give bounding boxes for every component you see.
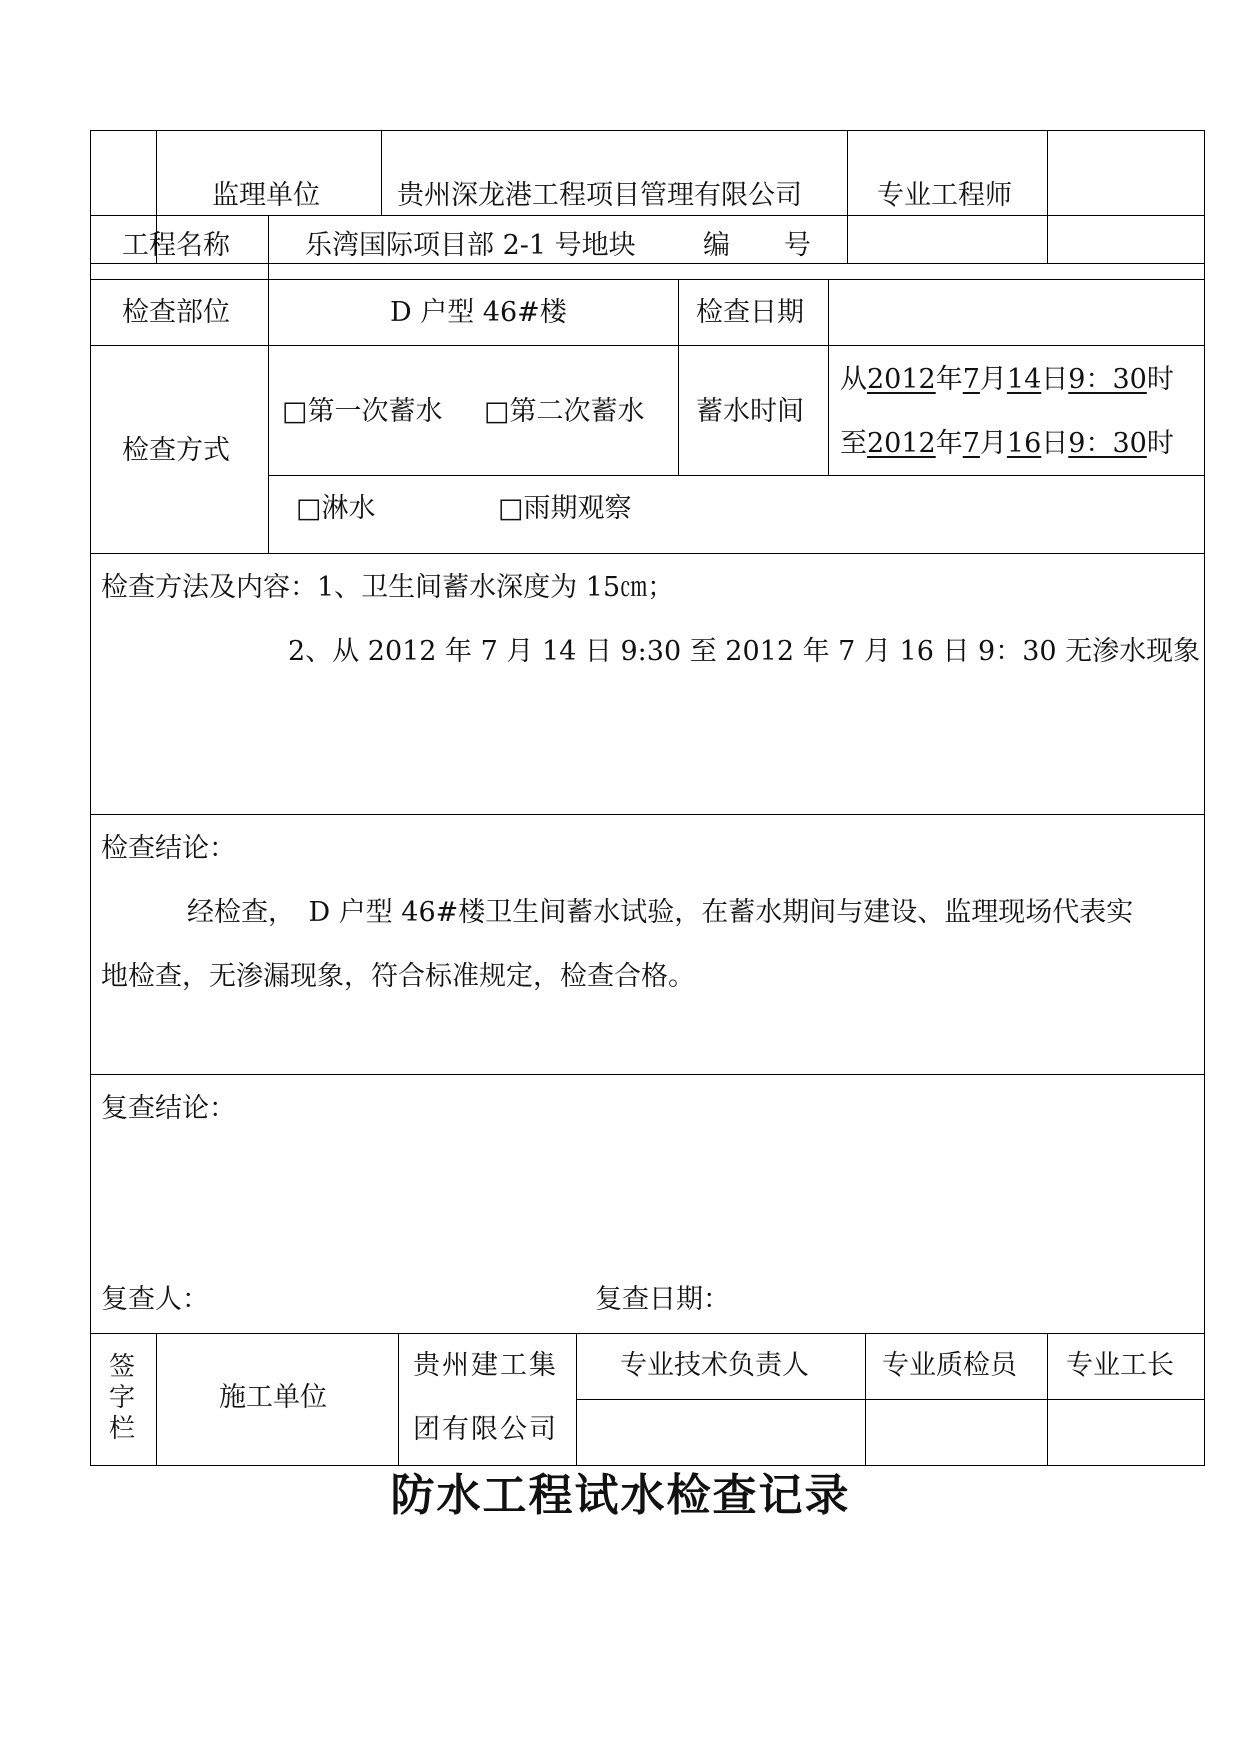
table-line <box>90 553 1205 554</box>
table-line <box>268 215 269 279</box>
table-line <box>90 345 1205 346</box>
table-line <box>90 1074 1205 1075</box>
serial-label: 编 号 <box>703 230 811 261</box>
location-label: 检查部位 <box>122 297 230 328</box>
table-line <box>90 279 1205 280</box>
table-line <box>1047 130 1048 263</box>
location-value: D 户型 46#楼 <box>390 297 567 328</box>
conclusion-line-1: 经检查， D 户型 46#楼卫生间蓄水试验，在蓄水期间与建设、监理现场代表实 <box>187 897 1134 928</box>
table-line <box>576 1333 577 1465</box>
table-line <box>268 475 1205 476</box>
recheck-date-label: 复查日期： <box>595 1284 730 1315</box>
table-line <box>156 1333 157 1465</box>
table-line <box>90 1465 1205 1466</box>
date-label: 检查日期 <box>696 297 804 328</box>
table-line <box>90 215 1205 216</box>
content-line-1: 检查方法及内容：1、卫生间蓄水深度为 15㎝； <box>101 572 675 603</box>
company-line-1: 贵州建工集 <box>413 1350 558 1381</box>
foreman-label: 专业工长 <box>1066 1350 1174 1381</box>
table-line <box>678 279 679 475</box>
recheck-label: 复查结论： <box>101 1093 236 1124</box>
tech-lead-label: 专业技术负责人 <box>620 1350 809 1381</box>
table-line <box>268 279 269 553</box>
qc-label: 专业质检员 <box>882 1350 1017 1381</box>
table-line <box>90 814 1205 815</box>
conclusion-line-2: 地检查，无渗漏现象，符合标准规定，检查合格。 <box>101 961 695 992</box>
method-label: 检查方式 <box>122 435 230 466</box>
option-rain: □雨期观察 <box>498 493 632 524</box>
project-label: 工程名称 <box>122 230 230 261</box>
option-spray: □淋水 <box>296 493 376 524</box>
table-line <box>398 1333 399 1465</box>
signature-column-label: 签字栏 <box>108 1352 135 1444</box>
table-line <box>576 1399 1205 1400</box>
storage-to: 至2012年7月16日9：30时 <box>840 428 1174 459</box>
supervisor-label: 监理单位 <box>212 180 320 211</box>
table-line <box>1204 130 1205 1465</box>
storage-from: 从2012年7月14日9：30时 <box>840 364 1174 395</box>
option-second-storage: □第二次蓄水 <box>484 396 645 427</box>
table-line <box>90 130 1205 131</box>
storage-time-label: 蓄水时间 <box>696 396 804 427</box>
table-line <box>865 1333 866 1465</box>
project-value: 乐湾国际项目部 2-1 号地块 <box>305 230 636 261</box>
table-line <box>828 279 829 475</box>
option-first-storage: □第一次蓄水 <box>282 396 443 427</box>
table-line <box>381 130 382 215</box>
engineer-label: 专业工程师 <box>877 180 1012 211</box>
table-line <box>847 130 848 263</box>
supervisor-value: 贵州深龙港工程项目管理有限公司 <box>397 180 802 211</box>
company-line-2: 团有限公司 <box>413 1414 558 1445</box>
conclusion-label: 检查结论： <box>101 833 236 864</box>
table-line <box>90 1333 1205 1334</box>
table-line <box>90 130 91 1465</box>
table-line <box>90 263 1205 264</box>
table-line <box>1047 1333 1048 1465</box>
rechecker-label: 复查人： <box>101 1284 209 1315</box>
content-line-2: 2、从 2012 年 7 月 14 日 9:30 至 2012 年 7 月 16 日 9：30 无渗水现象 <box>288 636 1201 667</box>
page-title: 防水工程试水检查记录 <box>390 1470 851 1521</box>
construction-label: 施工单位 <box>219 1382 327 1413</box>
